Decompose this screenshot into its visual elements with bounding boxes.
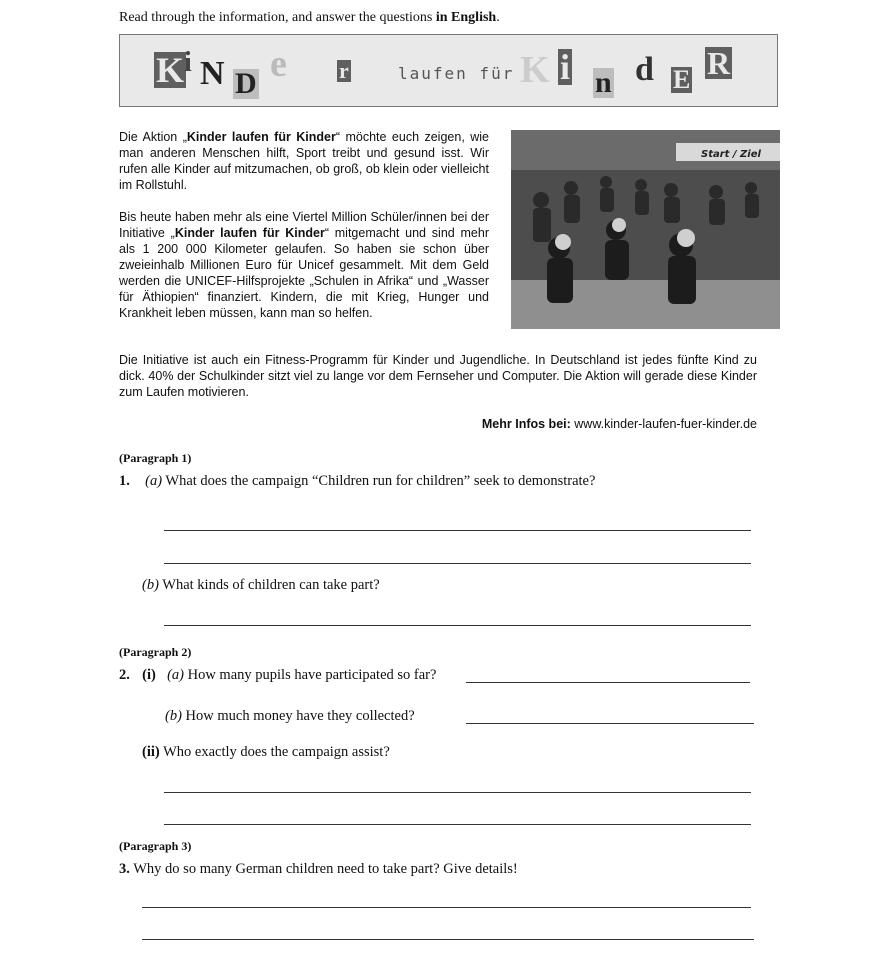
more-info-url: www.kinder-laufen-fuer-kinder.de (570, 417, 757, 431)
section-heading-paragraph-1: (Paragraph 1) (119, 451, 192, 465)
p2-text-end: “ mitgemacht und sind mehr als 1 200 000 Kilometer gelaufen. So haben sie schon über zweieinhalb Millionen Euro für Unicef gesammelt. Mit dem Geld werden die UNICEF-Hilfsprojekte „Schulen in Afrika“ und „Wasser für Äthiopien“ finanziert. Kindern, die mit Krieg, Hunger und Krankheit leben müssen, kann man so helfen. (119, 226, 489, 320)
p1-text-end: “ möchte euch zeigen, wie man anderen Menschen hilft, Sport treibt und gesund isst. Wir rufen alle Kinder auf mitzumachen, ob groß, ob klein oder vielleicht im Rollstuhl. (119, 130, 489, 192)
more-info-line (482, 417, 757, 431)
banner-letter: N (200, 55, 225, 92)
question-2ia (119, 667, 436, 684)
banner-letter: d (635, 51, 654, 88)
question-text: Why do so many German children need to take part? Give details! (129, 861, 518, 877)
question-subpart-label: (b) (165, 708, 182, 724)
answer-line[interactable] (164, 792, 751, 793)
instructions-text: Read through the information, and answer the questions (119, 10, 436, 25)
question-2ii (142, 744, 390, 761)
photo-illustration (511, 130, 780, 329)
instructions-end: . (496, 10, 500, 25)
question-text: What kinds of children can take part? (158, 577, 380, 593)
article-paragraph-3: Die Initiative ist auch ein Fitness-Programm für Kinder und Jugendliche. In Deutschland ist jedes fünfte Kind zu dick. 40% der Schulkinder sitzt viel zu lange vor dem Fernseher und Computer. Die Aktion will gerade diese Kinder zum Laufen motivieren. (119, 353, 757, 399)
question-text: What does the campaign “Children run for children” seek to demonstrate? (162, 473, 596, 489)
question-2ib (165, 708, 415, 725)
answer-line[interactable] (466, 682, 750, 683)
answer-line[interactable] (164, 824, 751, 825)
article-paragraph-1 (119, 129, 489, 193)
banner-middle-text: laufen für (398, 64, 515, 83)
section-heading-paragraph-3: (Paragraph 3) (119, 839, 192, 853)
question-1a (119, 473, 595, 490)
children-running-photo (511, 130, 780, 329)
banner-letter: e (270, 43, 287, 85)
more-info-label: Mehr Infos bei: (481, 417, 571, 431)
photo-sign-text: Start / Ziel (701, 149, 761, 160)
p2-text-start: Bis heute haben mehr als eine Viertel Million Schüler/innen bei der Initiative „ (119, 210, 489, 240)
answer-line[interactable] (466, 723, 754, 724)
question-3 (119, 861, 518, 878)
p1-campaign-name: Kinder laufen für Kinder (186, 130, 336, 144)
question-number: 2. (119, 667, 130, 683)
answer-line[interactable] (164, 625, 751, 626)
question-1b (142, 577, 380, 594)
instructions-emphasis: in English (435, 10, 497, 25)
question-part-label: (ii) (142, 744, 160, 760)
article-paragraph-2 (119, 209, 489, 321)
banner-letter: i (184, 47, 192, 78)
answer-line[interactable] (164, 563, 751, 564)
banner-letter: i (560, 47, 571, 87)
section-heading-paragraph-2: (Paragraph 2) (119, 645, 192, 659)
banner-letter: D (235, 67, 257, 100)
question-number: 1. (119, 473, 130, 489)
question-text: How much money have they collected? (181, 708, 415, 724)
answer-line[interactable] (142, 939, 754, 940)
banner-letter: E (673, 65, 691, 94)
banner-letter: K (156, 50, 185, 90)
banner-letter: R (707, 45, 731, 81)
question-part-label: (a) (145, 473, 163, 489)
instructions (119, 10, 500, 26)
question-subpart-label: (a) (167, 667, 184, 683)
banner-letter: n (595, 66, 612, 99)
question-text: How many pupils have participated so far? (183, 667, 437, 683)
question-part-label: (i) (142, 667, 156, 683)
banner-letter: r (339, 58, 349, 83)
title-banner (119, 34, 778, 107)
p2-campaign-name: Kinder laufen für Kinder (174, 226, 325, 240)
banner-letter: K (520, 49, 550, 91)
question-number: 3. (119, 861, 130, 877)
question-text: Who exactly does the campaign assist? (159, 744, 390, 760)
p1-text-start: Die Aktion „ (119, 130, 187, 144)
question-part-label: (b) (142, 577, 159, 593)
answer-line[interactable] (164, 530, 751, 531)
answer-line[interactable] (142, 907, 751, 908)
